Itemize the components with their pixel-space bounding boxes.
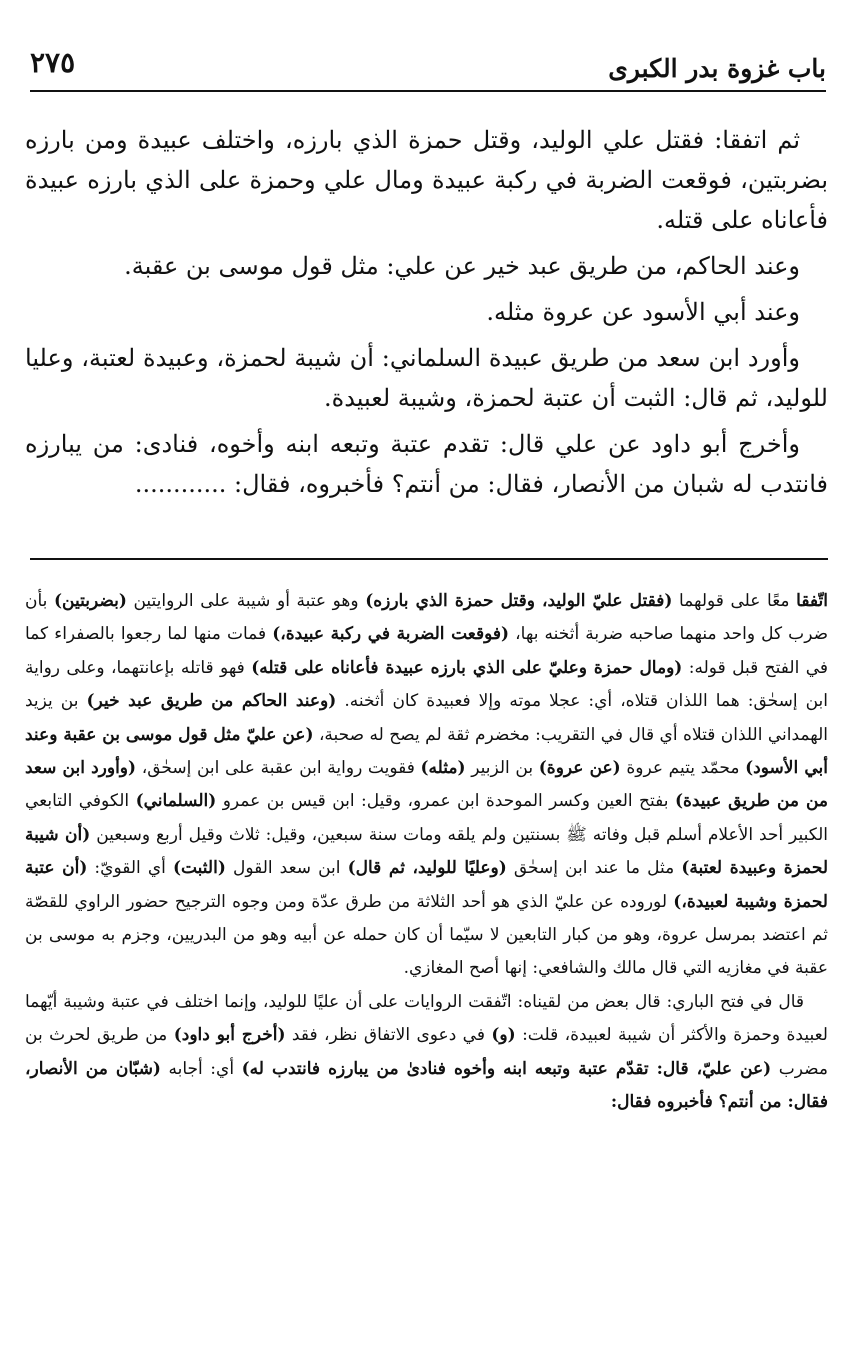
commentary-lemma: (فوقعت الضربة في ركبة عبيدة،) bbox=[272, 624, 510, 645]
commentary-lemma: (السلماني) bbox=[135, 791, 217, 812]
commentary-text-span: محمّد يتيم عروة bbox=[620, 758, 746, 779]
running-head bbox=[30, 40, 826, 92]
commentary-lemma: (شبّان من الأنصار، فقال: من أنتم؟ فأخبروه فقال: bbox=[25, 1058, 828, 1113]
main-paragraph-4: وأورد ابن سعد من طريق عبيدة السلماني: أن شيبة لحمزة، وعبيدة لعتبة، وعليا للوليد، ثم قال: الثبت أن عتبة لحمزة، وشيبة لعبيدة. bbox=[25, 344, 828, 412]
main-paragraph-5-text: وأخرج أبو داود عن علي قال: تقدم عتبة وتبعه ابنه وأخوه، فنادى: من يبارزه فانتدب له شبان من الأنصار، فقال: من أنتم؟ فأخبروه، فقال: bbox=[25, 430, 828, 498]
page-number: ٢٧٥ bbox=[30, 46, 76, 79]
commentary-text-span: فهو قاتله بإعانتهما، وعلى رواية ابن إسحٰق: هما اللذان قتلاه، أي: عجلا موته وإلا فعبيدة كان أثخنه. bbox=[25, 657, 828, 712]
commentary-lemma: (ومال حمزة وعليّ على الذي بارزه عبيدة فأعاناه على قتله) bbox=[251, 657, 683, 678]
commentary-lemma: (بضربتين) bbox=[54, 591, 127, 611]
commentary-text-span: بن الزبير bbox=[465, 758, 539, 779]
ellipsis-dots: ............ bbox=[134, 470, 227, 498]
commentary-text-span: معًا على قولهما bbox=[672, 591, 797, 611]
commentary-text-span: ابن سعد القول bbox=[225, 858, 348, 879]
commentary-text-span: في دعوى الاتفاق نظر، فقد bbox=[285, 1025, 492, 1046]
commentary-lemma: (عن عليّ مثل قول موسى بن عقبة وعند أبي الأسود) bbox=[25, 724, 828, 779]
commentary-lemma: (أخرج أبو داود) bbox=[173, 1025, 286, 1046]
commentary-text-span: أي: أجابه bbox=[160, 1058, 242, 1079]
commentary-text-span: الكوفي التابعي الكبير أحد الأعلام أسلم قبل وفاته ﷺ بسنتين ولم يلقه ومات سنة سبعين، وقيل: ثلاث وقيل أربع وسبعين bbox=[25, 791, 828, 845]
commentary-text-span: وهو عتبة أو شيبة على الروايتين bbox=[126, 591, 366, 611]
commentary-text-span: فقويت رواية ابن عقبة على ابن إسحٰق، bbox=[136, 758, 421, 779]
commentary-text-span: من طريق لحرث بن مضرب bbox=[25, 1025, 828, 1079]
commentary-lemma: (وعند الحاكم من طريق عبد خير) bbox=[86, 691, 337, 712]
main-paragraph-2: وعند الحاكم، من طريق عبد خير عن علي: مثل قول موسى بن عقبة. bbox=[124, 252, 800, 280]
main-paragraph-3: وعند أبي الأسود عن عروة مثله. bbox=[486, 298, 800, 326]
main-paragraph-5 bbox=[25, 424, 828, 504]
commentary-lemma: (مثله) bbox=[420, 758, 466, 779]
commentary-text-span: بأن ضرب كل واحد منهما صاحبه ضربة أثخنه بها، bbox=[25, 591, 829, 645]
commentary-lemma: (أن عتبة لحمزة وشيبة لعبيدة،) bbox=[25, 858, 828, 912]
commentary-text-span: قال في فتح الباري: قال بعض من لقيناه: اتّفقت الروايات على أن عليًا للوليد، وإنما اختلف في عتبة وشيبة أيّهما لعبيدة وحمزة والأكثر أن شيبة لعبيدة، قلت: bbox=[25, 991, 828, 1046]
commentary-lemma: (الثبت) bbox=[172, 858, 226, 879]
commentary-lemma: (أن شيبة لحمزة وعبيدة لعتبة) bbox=[25, 824, 828, 879]
commentary-lemma: (وعليًا للوليد، ثم قال) bbox=[347, 858, 507, 879]
commentary-text-span: بن يزيد الهمداني اللذان قتلاه أي قال في التقريب: مخضرم ثقة لم يصح له صحبة، bbox=[25, 691, 828, 745]
commentary-lemma: (عن عروة) bbox=[538, 758, 621, 779]
commentary-text bbox=[25, 585, 828, 1120]
main-paragraph-1: ثم اتفقا: فقتل علي الوليد، وقتل حمزة الذي بارزه، واختلف عبيدة ومن بارزه بضربتين، فوقعت الضربة في ركبة عبيدة ومال علي وحمزة على الذي بارزه عبيدة فأعاناه على قتله. bbox=[25, 126, 828, 234]
commentary-lemma: (فقتل عليّ الوليد، وقتل حمزة الذي بارزه) bbox=[365, 591, 673, 611]
commentary-lemma: (عن عليّ، قال: تقدّم عتبة وتبعه ابنه وأخوه فنادىٰ من يبارزه فانتدب له) bbox=[241, 1058, 772, 1079]
separator-line bbox=[30, 558, 828, 560]
commentary-text-span: أي القويّ: bbox=[87, 858, 173, 879]
commentary-text-span: فمات منها لما رجعوا بالصفراء كما في الفتح قبل قوله: bbox=[25, 624, 829, 678]
commentary-text-span: مثل ما عند ابن إسحٰق bbox=[506, 858, 682, 879]
commentary-paragraph-1 bbox=[25, 585, 828, 986]
commentary-lemma: (و) bbox=[491, 1025, 516, 1046]
commentary-text-span: لوروده عن عليّ الذي هو أحد الثلاثة من طرق عدّة ومن وجوه الترجيح حضور الراوي للقصّة ثم اعتضد بمرسل عروة، وهو من كبار التابعين لا سيّما أن كان حمله عن أبيه وهو من البدريين، وجزم به موسى بن عقبة في مغازيه التي قال مالك والشافعي: إنها أصح المغازي. bbox=[25, 891, 828, 979]
commentary-lemma: اتّفقا bbox=[796, 591, 828, 611]
commentary-text-span: بفتح العين وكسر الموحدة ابن عمرو، وقيل: ابن قيس بن عمرو bbox=[216, 791, 675, 812]
commentary-lemma: (وأورد ابن سعد من من طريق عبيدة) bbox=[25, 758, 828, 812]
chapter-title: باب غزوة بدر الكبرى bbox=[608, 54, 826, 83]
main-text bbox=[25, 120, 828, 510]
commentary-paragraph-2 bbox=[25, 986, 828, 1120]
